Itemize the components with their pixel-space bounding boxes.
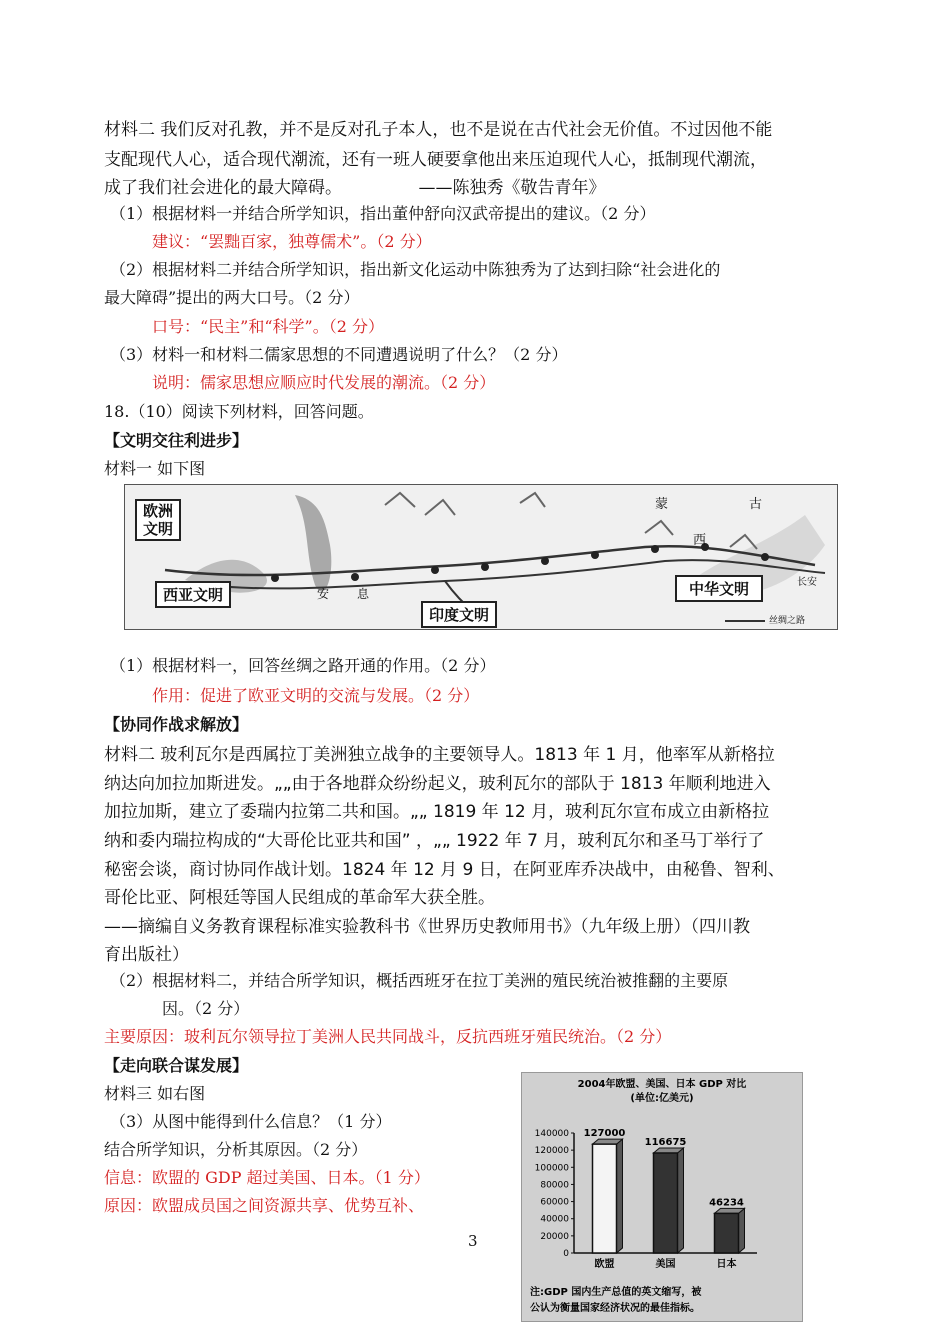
section-2-title: 【协同作战求解放】 xyxy=(104,715,249,734)
bar-side xyxy=(678,1148,684,1253)
map-label-west-asia: 西亚文明 xyxy=(155,581,231,608)
q17-answer-1: 建议：“罢黜百家，独尊儒术”。（2 分） xyxy=(152,232,432,251)
q17-answer-3: 说明：儒家思想应顺应时代发展的潮流。（2 分） xyxy=(152,373,496,392)
x-category-label: 欧盟 xyxy=(594,1259,615,1270)
map-label-europe-line-2: 文明 xyxy=(143,520,174,538)
x-category-label: 日本 xyxy=(716,1259,737,1270)
map-label-gobi: 古 xyxy=(749,497,763,512)
material-2b-source-line-1: ——摘编自义务教育课程标准实验教科书《世界历史教师用书》（九年级上册）（四川教 xyxy=(104,917,750,937)
y-tick-label: 0 xyxy=(563,1249,569,1259)
page-number: 3 xyxy=(468,1232,478,1250)
map-label-an: 安 xyxy=(317,587,330,601)
bar-日本 xyxy=(715,1213,739,1253)
q18-answer-1: 作用：促进了欧亚文明的交流与发展。（2 分） xyxy=(152,686,480,705)
material-1-label: 材料一 如下图 xyxy=(104,459,206,478)
x-category-label: 美国 xyxy=(655,1259,676,1270)
chart-note-line-1: 注:GDP 国内生产总值的英文缩写，被 xyxy=(530,1287,702,1298)
q17-question-2-line-2: 最大障碍”提出的两大口号。（2 分） xyxy=(104,288,360,307)
q17-answer-2: 口号：“民主”和“科学”。（2 分） xyxy=(152,317,384,336)
material-2b-source-line-2: 育出版社） xyxy=(104,945,189,965)
material-2b-line-1: 材料二 玻利瓦尔是西属拉丁美洲独立战争的主要领导人。1813 年 1 月，他率军从新格拉 xyxy=(104,745,775,765)
map-label-europe xyxy=(135,499,181,541)
bar-value-label: 127000 xyxy=(583,1128,626,1140)
section-1-title: 【文明交往利进步】 xyxy=(104,431,249,450)
y-tick-label: 120000 xyxy=(534,1146,569,1157)
q18-question-3b: 结合所学知识，分析其原因。（2 分） xyxy=(104,1140,368,1159)
bar-欧盟 xyxy=(593,1144,617,1253)
q17-question-2-line-1: （2）根据材料二并结合所学知识，指出新文化运动中陈独秀为了达到扫除“社会进化的 xyxy=(110,260,721,279)
gdp-chart xyxy=(521,1072,803,1322)
map-label-changan: 长安 xyxy=(797,577,817,588)
q18-answer-2: 主要原因：玻利瓦尔领导拉丁美洲人民共同战斗，反抗西班牙殖民统治。（2 分） xyxy=(104,1027,672,1046)
q18-answer-3b: 原因：欧盟成员国之间资源共享、优势互补、 xyxy=(104,1196,425,1215)
material-3-label: 材料三 如右图 xyxy=(104,1084,206,1103)
material-2b-line-4: 纳和委内瑞拉构成的“大哥伦比亚共和国” ，„„ 1922 年 7 月，玻利瓦尔和圣马丁举行了 xyxy=(104,831,765,851)
map-label-xi2: 息 xyxy=(357,587,370,601)
y-tick-label: 80000 xyxy=(540,1180,569,1191)
material-2b-line-5: 秘密会谈，商讨协同作战计划。1824 年 12 月 9 日，在阿亚库乔决战中，由秘鲁、智利、 xyxy=(104,860,785,880)
q17-question-1: （1）根据材料一并结合所学知识，指出董仲舒向汉武帝提出的建议。（2 分） xyxy=(110,204,656,223)
map-label-mongol: 蒙 xyxy=(655,497,669,512)
q18-question-2-line-1: （2）根据材料二，并结合所学知识，概括西班牙在拉丁美洲的殖民统治被推翻的主要原 xyxy=(110,971,729,990)
bar-美国 xyxy=(654,1153,678,1253)
material-2-line-1: 材料二 我们反对孔教，并不是反对孔子本人，也不是说在古代社会无价值。不过因他不能 xyxy=(104,120,773,140)
material-2b-line-2: 纳达向加拉加斯进发。„„由于各地群众纷纷起义，玻利瓦尔的部队于 1813 年顺利地进入 xyxy=(104,774,771,794)
bar-side xyxy=(739,1208,745,1253)
y-tick-label: 140000 xyxy=(534,1129,569,1139)
q17-question-3: （3）材料一和材料二儒家思想的不同遭遇说明了什么？（2 分） xyxy=(110,345,568,364)
bar-value-label: 116675 xyxy=(644,1136,687,1148)
y-tick-label: 20000 xyxy=(540,1231,569,1242)
q18-question-2-line-2: 因。（2 分） xyxy=(162,999,250,1018)
map-legend-label: 丝绸之路 xyxy=(769,616,806,626)
map-label-china: 中华文明 xyxy=(675,575,763,602)
bar-top xyxy=(593,1139,623,1144)
map-label-xi: 西 xyxy=(693,533,707,548)
material-2b-line-3: 加拉加斯，建立了委瑞内拉第二共和国。„„ 1819 年 12 月，玻利瓦尔宣布成立由新格拉 xyxy=(104,802,770,822)
material-2-line-2: 支配现代人心，适合现代潮流，还有一班人硬要拿他出来压迫现代人心，抵制现代潮流， xyxy=(104,150,767,170)
section-3-title: 【走向联合谋发展】 xyxy=(104,1056,249,1075)
bar-value-label: 46234 xyxy=(709,1197,744,1209)
map-label-india: 印度文明 xyxy=(421,601,497,628)
q18-answer-3a: 信息：欧盟的 GDP 超过美国、日本。（1 分） xyxy=(104,1168,430,1187)
chart-bars xyxy=(584,1128,745,1270)
silk-road-map xyxy=(124,484,838,630)
y-tick-label: 60000 xyxy=(540,1197,569,1208)
q18-question-3a: （3）从图中能得到什么信息？（1 分） xyxy=(110,1112,392,1131)
chart-subtitle: (单位:亿美元) xyxy=(630,1093,694,1104)
material-2b-line-6: 哥伦比亚、阿根廷等国人民组成的革命军大获全胜。 xyxy=(104,888,495,908)
y-tick-label: 100000 xyxy=(534,1163,569,1174)
q18-question-1: （1）根据材料一，回答丝绸之路开通的作用。（2 分） xyxy=(110,656,496,675)
gdp-chart-svg xyxy=(522,1073,802,1321)
bar-side xyxy=(617,1139,623,1253)
material-2-line-3: 成了我们社会进化的最大障碍。 ——陈独秀《敬告青年》 xyxy=(104,178,606,198)
bar-top xyxy=(715,1208,745,1213)
chart-title: 2004年欧盟、美国、日本 GDP 对比 xyxy=(577,1079,747,1090)
map-label-europe-line-1: 欧洲 xyxy=(143,502,174,520)
q18-heading: 18.（10）阅读下列材料，回答问题。 xyxy=(104,402,374,421)
chart-note-line-2: 公认为衡量国家经济状况的最佳指标。 xyxy=(530,1303,700,1314)
y-tick-label: 40000 xyxy=(540,1214,569,1225)
